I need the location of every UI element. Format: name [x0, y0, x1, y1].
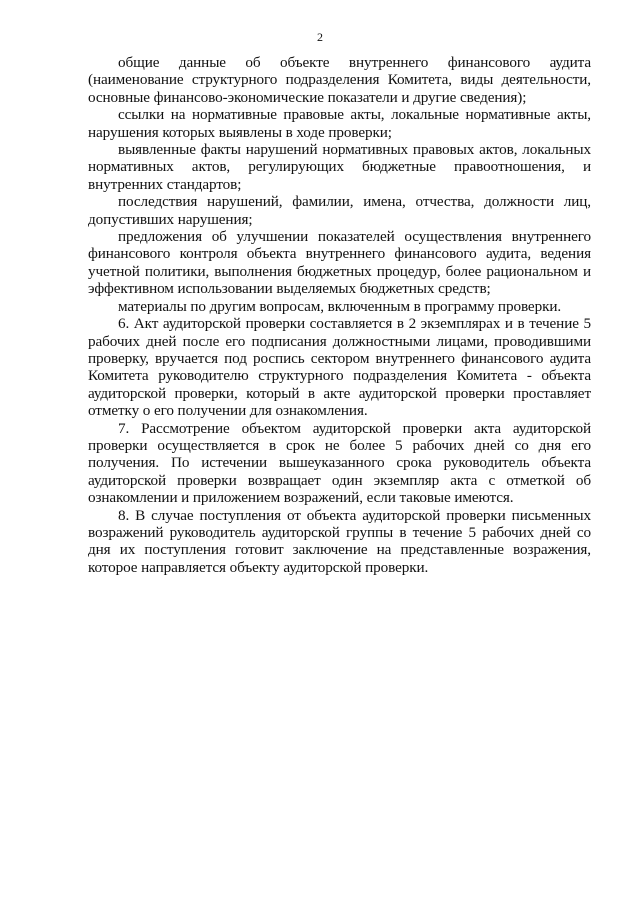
paragraph-legal-references: ссылки на нормативные правовые акты, локальные нормативные акты, нарушения которых выявлены в ходе проверки; — [88, 106, 591, 141]
document-body — [88, 54, 591, 576]
paragraph-item-8: 8. В случае поступления от объекта аудиторской проверки письменных возражений руководитель аудиторской группы в течение 5 рабочих дней со дня их поступления готовит заключение на представленные возражения, которое направляется объекту аудиторской проверки. — [88, 506, 591, 576]
paragraph-general-data: общие данные об объекте внутреннего финансового аудита (наименование структурного подразделения Комитета, виды деятельности, основные финансово-экономические показатели и другие сведения); — [88, 54, 591, 106]
paragraph-consequences: последствия нарушений, фамилии, имена, отчества, должности лиц, допустивших нарушения; — [88, 193, 591, 228]
paragraph-violations-found: выявленные факты нарушений нормативных правовых актов, локальных нормативных актов, регулирующих бюджетные правоотношения, и внутренних стандартов; — [88, 141, 591, 193]
paragraph-proposals: предложения об улучшении показателей осуществления внутреннего финансового контроля объекта внутреннего финансового аудита, ведения учетной политики, выполнения бюджетных процедур, более рациональном и эффективном использовании выделяемых бюджетных средств; — [88, 228, 591, 298]
paragraph-item-6: 6. Акт аудиторской проверки составляется в 2 экземплярах и в течение 5 рабочих дней после его подписания должностными лицами, проводившими проверку, вручается под роспись сектором внутреннего финансового аудита Комитета руководителю структурного подразделения Комитета - объекта аудиторской проверки, который в акте аудиторской проверки проставляет отметку о его получении для ознакомления. — [88, 315, 591, 420]
page-number: 2 — [317, 30, 323, 44]
paragraph-other-materials: материалы по другим вопросам, включенным в программу проверки. — [118, 297, 562, 315]
paragraph-item-7: 7. Рассмотрение объектом аудиторской проверки акта аудиторской проверки осуществляется в срок не более 5 рабочих дней со дня его получения. По истечении вышеуказанного срока руководитель объекта аудиторской проверки возвращает один экземпляр акта с отметкой об ознакомлении и приложением возражений, если таковые имеются. — [88, 419, 591, 507]
